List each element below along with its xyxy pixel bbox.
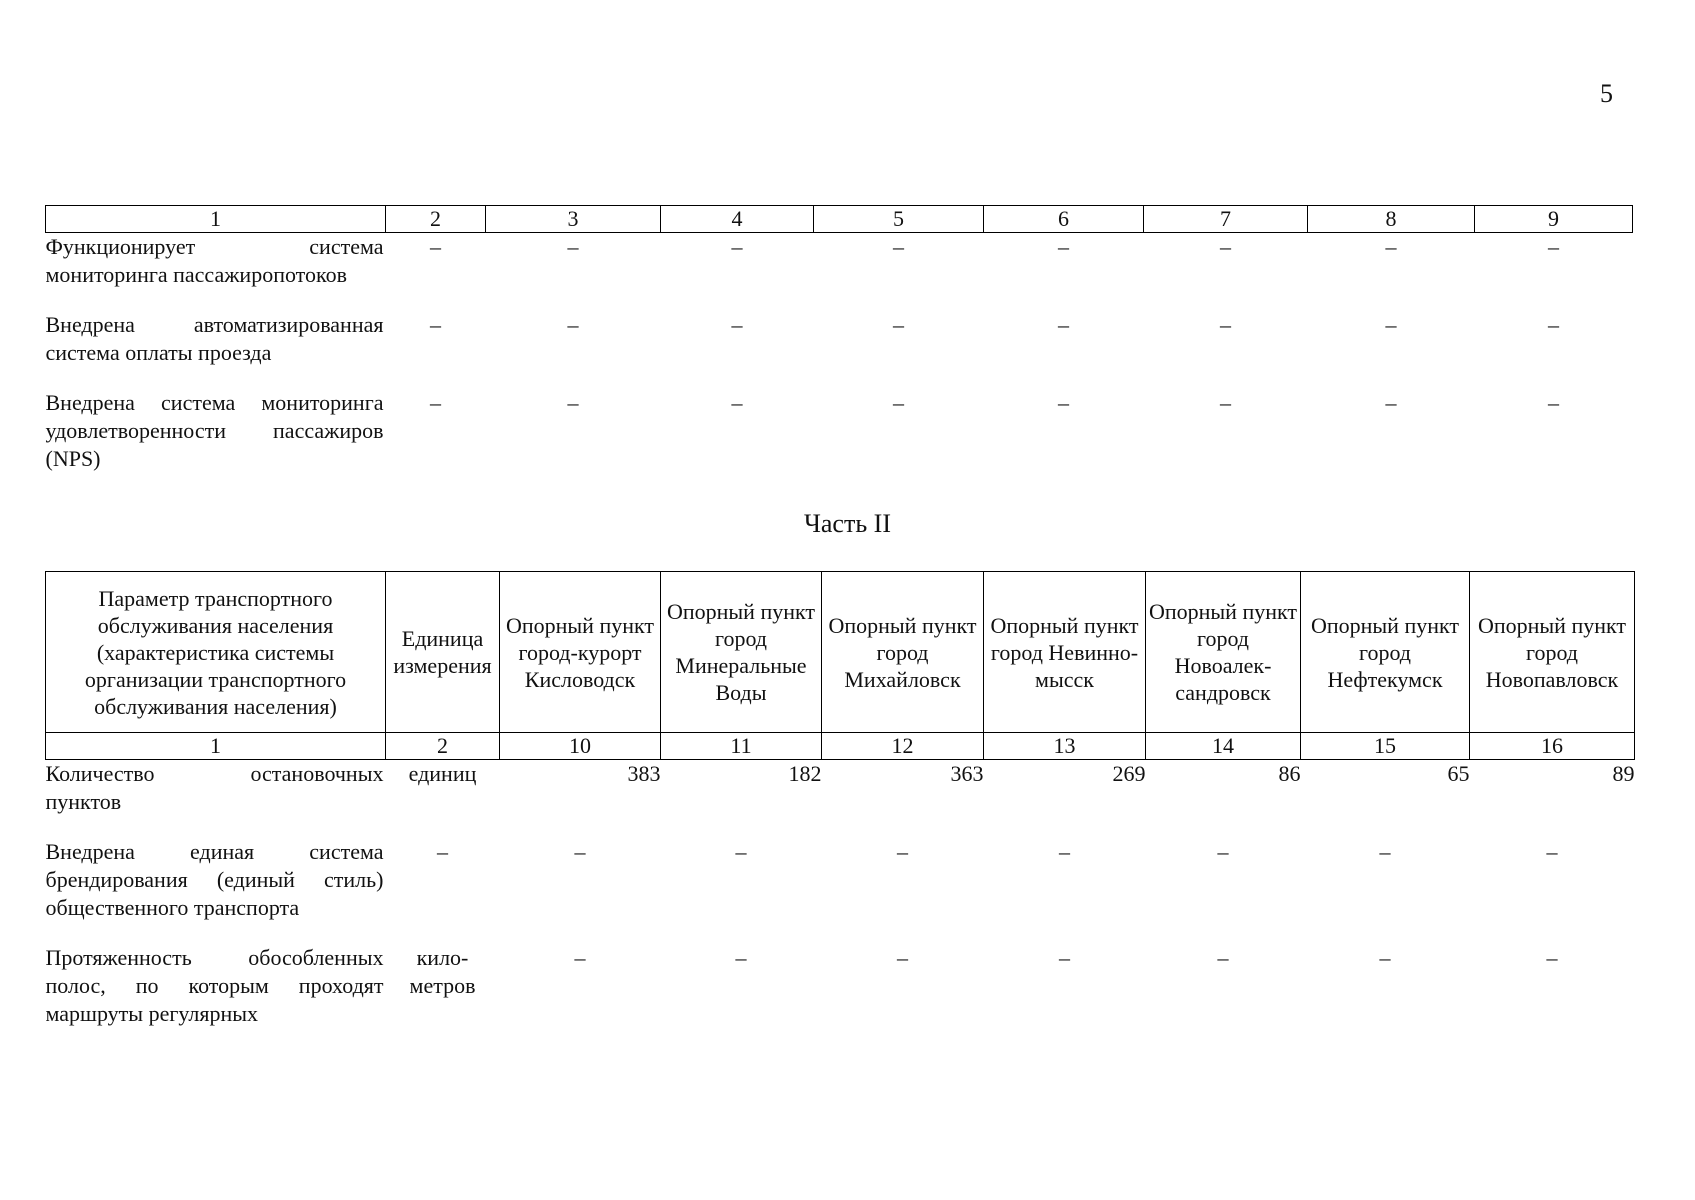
parameter-line: маршруты регулярных (45, 1001, 259, 1026)
column-number-cell: 16 (1470, 733, 1635, 760)
column-number-cell: 7 (1144, 206, 1308, 233)
column-header: Единица измерения (386, 572, 500, 733)
value-cell: – (567, 390, 579, 415)
value-cell: – (1058, 390, 1069, 415)
column-number-cell: 11 (661, 733, 822, 760)
value-cell: – (1385, 390, 1397, 415)
parameter-cell (46, 838, 386, 922)
value-cell: – (430, 234, 441, 259)
column-number-cell: 9 (1475, 206, 1633, 233)
parameter-line: (NPS) (45, 446, 101, 471)
continuation-table (45, 205, 1633, 473)
value-cell: – (1385, 312, 1397, 337)
value-cell: – (1058, 312, 1069, 337)
value-cell: – (567, 312, 579, 337)
parameter-line: удовлетворенности пассажиров (45, 418, 384, 443)
value-cell: – (897, 839, 908, 864)
value-cell: – (731, 390, 743, 415)
value-cell: – (1379, 839, 1391, 864)
parameter-line: Протяженность обособленных (45, 945, 384, 970)
page-number: 5 (1600, 79, 1613, 108)
column-header: Опорный пункт город Михайловск (822, 572, 984, 733)
value-cell: – (1059, 945, 1070, 970)
column-header: Опорный пункт город Невинно-мысск (984, 572, 1146, 733)
column-header: Опорный пункт город Нефтекумск (1301, 572, 1470, 733)
column-header: Параметр транспортного обслуживания населения (характеристика системы организации транспортного обслуживания населения) (46, 572, 386, 733)
value-cell: – (735, 945, 747, 970)
column-number-cell: 15 (1301, 733, 1470, 760)
column-number-cell: 6 (984, 206, 1144, 233)
parameter-line: Функционирует система (45, 234, 384, 259)
parameter-cell (46, 311, 386, 367)
column-number-cell: 10 (500, 733, 661, 760)
parameter-line: полос, по которым проходят (45, 973, 384, 998)
value-cell: 86 (1278, 761, 1301, 786)
table-row (46, 233, 1633, 290)
value-cell: – (1220, 234, 1231, 259)
value-cell: – (1546, 839, 1558, 864)
parameter-cell (46, 233, 386, 290)
value-cell: – (1217, 839, 1229, 864)
part-title: Часть II (803, 509, 891, 538)
parameter-cell (46, 944, 386, 1028)
unit-cell: – (437, 839, 448, 864)
value-cell: – (893, 312, 904, 337)
table-row (46, 838, 1635, 922)
table-row (46, 760, 1635, 817)
parameter-line: Внедрена единая система (45, 839, 384, 864)
value-cell: – (1379, 945, 1391, 970)
unit-cell: кило-метров (409, 945, 476, 998)
parameter-line: система оплаты проезда (45, 340, 272, 365)
table-row (46, 311, 1633, 367)
value-cell: – (1548, 390, 1559, 415)
value-cell: – (430, 312, 441, 337)
column-header: Опорный пункт город Новопавловск (1470, 572, 1635, 733)
column-header: Опорный пункт город Новоалек-сандровск (1146, 572, 1301, 733)
value-cell: – (574, 945, 586, 970)
column-number-row (46, 206, 1633, 233)
header-row (46, 572, 1635, 733)
value-cell: – (893, 234, 904, 259)
value-cell: 269 (1112, 761, 1146, 786)
value-cell: – (430, 390, 441, 415)
value-cell: – (574, 839, 586, 864)
value-cell: – (897, 945, 908, 970)
value-cell: 89 (1612, 761, 1635, 786)
value-cell: – (1220, 390, 1231, 415)
value-cell: – (567, 234, 579, 259)
column-number-cell: 2 (386, 206, 486, 233)
parameter-line: мониторинга пассажиропотоков (45, 262, 347, 287)
value-cell: – (1058, 234, 1069, 259)
parameter-line: брендирования (единый стиль) (45, 867, 384, 892)
parameter-cell (46, 760, 386, 817)
column-number-cell: 1 (46, 733, 386, 760)
column-number-cell: 13 (984, 733, 1146, 760)
parameter-cell (46, 389, 386, 473)
parameter-line: общественного транспорта (45, 895, 300, 920)
parameter-line: Внедрена система мониторинга (45, 390, 384, 415)
value-cell: – (1385, 234, 1397, 259)
value-cell: – (735, 839, 747, 864)
column-number-cell: 1 (46, 206, 386, 233)
column-number-row (46, 733, 1635, 760)
value-cell: – (1548, 234, 1559, 259)
table-row (46, 389, 1633, 473)
column-number-cell: 2 (386, 733, 500, 760)
column-header: Опорный пункт город Минеральные Воды (661, 572, 822, 733)
column-number-cell: 5 (814, 206, 984, 233)
column-number-cell: 12 (822, 733, 984, 760)
value-cell: – (1546, 945, 1558, 970)
unit-cell: единиц (408, 761, 477, 786)
column-number-cell: 3 (486, 206, 661, 233)
parameter-line: Внедрена автоматизированная (45, 312, 384, 337)
part-two-table (45, 571, 1635, 1028)
value-cell: – (1217, 945, 1229, 970)
value-cell: 182 (788, 761, 822, 786)
parameter-line: Количество остановочных (45, 761, 384, 786)
value-cell: – (1548, 312, 1559, 337)
value-cell: 65 (1447, 761, 1470, 786)
value-cell: – (1059, 839, 1070, 864)
value-cell: – (731, 234, 743, 259)
column-number-cell: 8 (1308, 206, 1475, 233)
value-cell: – (1220, 312, 1231, 337)
column-number-cell: 4 (661, 206, 814, 233)
parameter-line: пунктов (45, 789, 122, 814)
column-header: Опорный пункт город-курорт Кисловодск (500, 572, 661, 733)
table-row (46, 944, 1635, 1028)
value-cell: 383 (627, 761, 661, 786)
value-cell: – (893, 390, 904, 415)
column-number-cell: 14 (1146, 733, 1301, 760)
value-cell: – (731, 312, 743, 337)
value-cell: 363 (950, 761, 984, 786)
